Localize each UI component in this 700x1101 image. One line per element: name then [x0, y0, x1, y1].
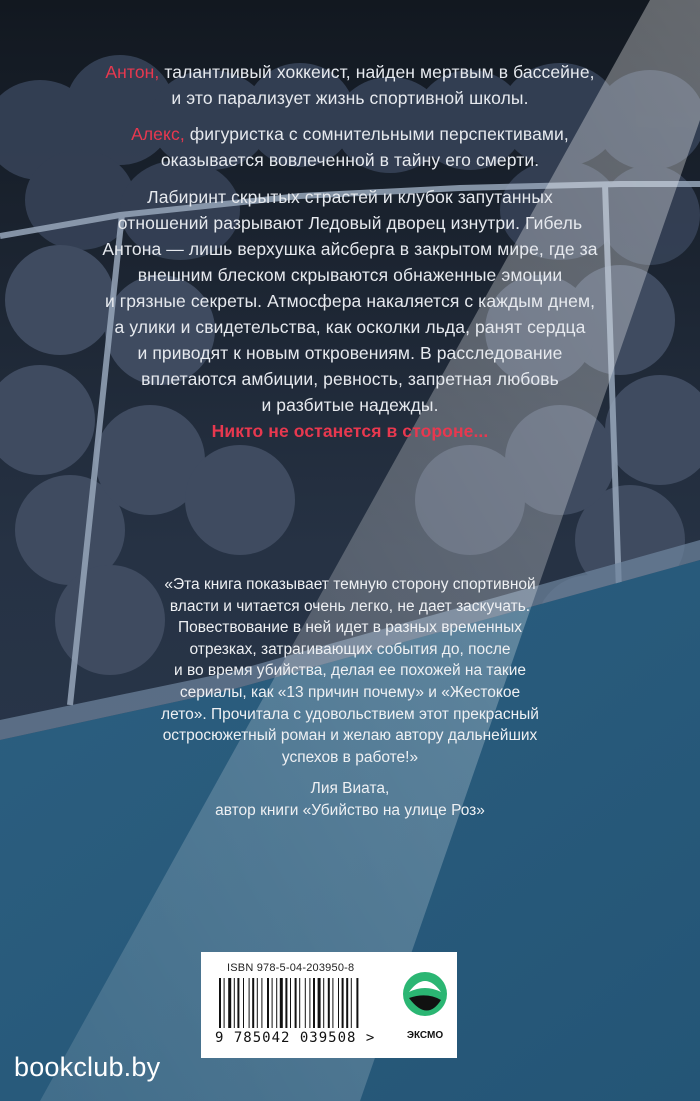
blurb-line: и грязные секреты. Атмосфера накаляется с каждым днем,: [104, 291, 596, 311]
blurb-paragraph-main: [40, 184, 660, 444]
blurb-line: и приводят к новым откровениям. В расследование: [137, 343, 563, 363]
blurb-line: Лабиринт скрытых страстей и клубок запутанных: [147, 187, 553, 207]
blurb-line: Антона — лишь верхушка айсберга в закрытом мире, где за: [102, 239, 598, 259]
blurb-text: талантливый хоккеист, найден мертвым в бассейне,: [159, 62, 595, 82]
review-attribution: [90, 778, 610, 821]
blurb-line: и разбитые надежды.: [261, 395, 439, 415]
review-line: лето». Прочитала с удовольствием этот прекрасный: [161, 705, 539, 723]
blurb-line: отношений разрывают Ледовый дворец изнутри. Гибель: [117, 213, 583, 233]
blurb-line: вплетаются амбиции, ревность, запретная любовь: [141, 369, 559, 389]
review-author-credit: автор книги «Убийство на улице Роз»: [215, 801, 485, 819]
barcode-panel: [201, 952, 457, 1058]
review-author-name: Лия Виата,: [310, 780, 390, 797]
publisher-name: ЭКСМО: [406, 1030, 444, 1041]
review-line: сериалы, как «13 причин почему» и «Жестокое: [179, 683, 521, 701]
isbn-label: ISBN 978-5-04-203950-8: [227, 962, 355, 974]
blurb-line: внешним блеском скрываются обнаженные эмоции: [137, 265, 563, 285]
review-line: остросюжетный роман и желаю автору дальнейших: [162, 727, 538, 745]
review-line: «Эта книга показывает темную сторону спортивной: [164, 576, 536, 593]
review-line: и во время убийства, делая ее похожей на такие: [173, 662, 526, 680]
blurb-paragraph-alex: [40, 121, 660, 173]
eksmo-logo-icon: [397, 962, 453, 1050]
review-line: успехов в работе!»: [281, 748, 419, 766]
site-watermark: bookclub.by: [14, 1052, 161, 1082]
review-quote: [90, 574, 610, 768]
blurb-text: фигуристка с сомнительными перспективами,: [184, 124, 569, 144]
tagline: Никто не останется в стороне...: [211, 421, 489, 441]
barcode-digits: 9 785042 039508 >: [215, 1030, 376, 1046]
blurb-line: а улики и свидетельства, как осколки льда, ранят сердца: [114, 317, 586, 337]
blurb-text: оказывается вовлеченной в тайну его смерти.: [160, 150, 540, 170]
name-anton: Антон,: [105, 62, 160, 82]
blurb-paragraph-anton: [40, 59, 660, 111]
name-alex: Алекс,: [131, 124, 185, 144]
review-line: отрезках, затрагивающих события до, после: [189, 640, 511, 658]
review-line: Повествование в ней идет в разных временных: [178, 619, 522, 637]
barcode-icon: [219, 978, 387, 1030]
review-line: власти и читается очень легко, не дает заскучать.: [169, 597, 531, 615]
blurb-text: и это парализует жизнь спортивной школы.: [171, 88, 529, 108]
